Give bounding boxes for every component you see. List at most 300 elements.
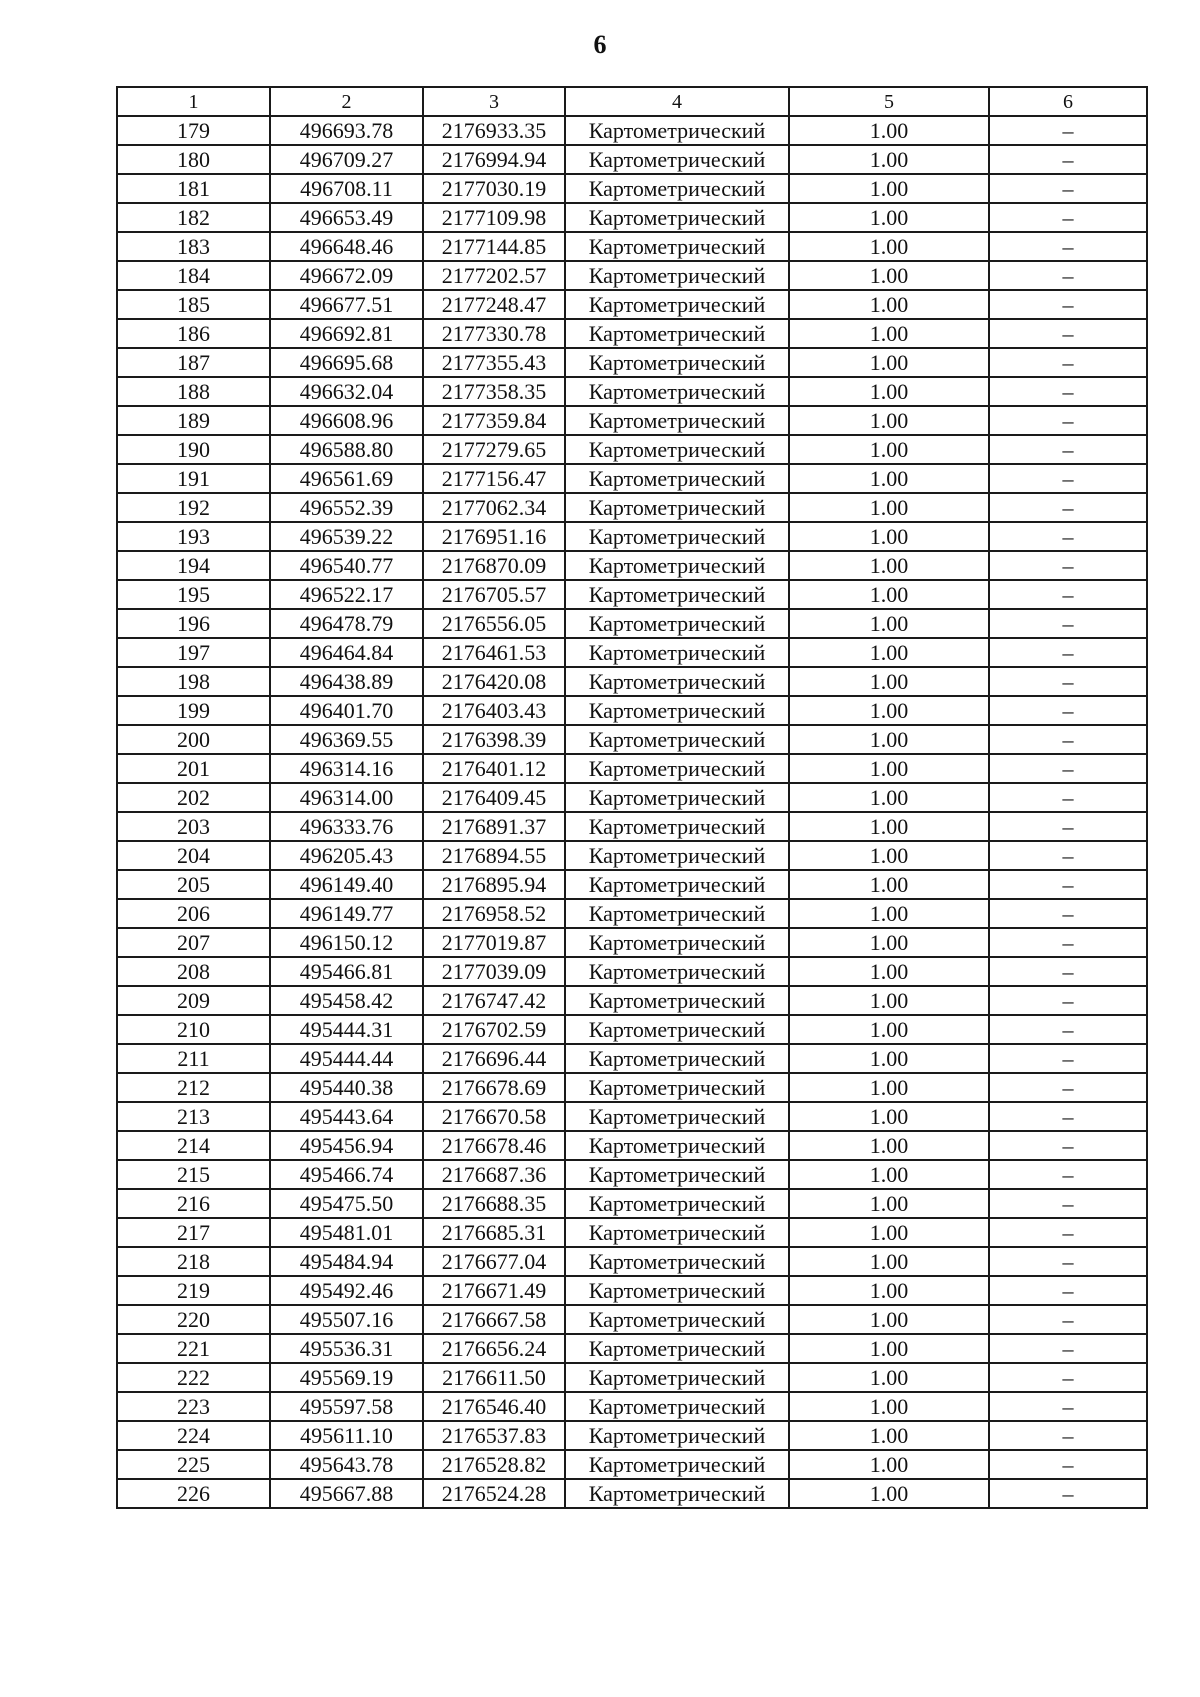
table-row bbox=[117, 696, 1147, 725]
accuracy-cell: 1.00 bbox=[789, 928, 989, 957]
y-coordinate-cell: 2177144.85 bbox=[423, 232, 565, 261]
table-row bbox=[117, 899, 1147, 928]
table-header-row bbox=[117, 87, 1147, 116]
accuracy-cell: 1.00 bbox=[789, 580, 989, 609]
y-coordinate-cell: 2177202.57 bbox=[423, 261, 565, 290]
y-coordinate-cell: 2176891.37 bbox=[423, 812, 565, 841]
table-row bbox=[117, 1131, 1147, 1160]
point-number-cell: 212 bbox=[117, 1073, 270, 1102]
y-coordinate-cell: 2177062.34 bbox=[423, 493, 565, 522]
column-header-4: 4 bbox=[565, 87, 789, 116]
column-header-2: 2 bbox=[270, 87, 423, 116]
accuracy-cell: 1.00 bbox=[789, 841, 989, 870]
table-row bbox=[117, 435, 1147, 464]
description-cell: – bbox=[989, 1044, 1147, 1073]
point-number-cell: 188 bbox=[117, 377, 270, 406]
y-coordinate-cell: 2176409.45 bbox=[423, 783, 565, 812]
accuracy-cell: 1.00 bbox=[789, 812, 989, 841]
method-cell: Картометрический bbox=[565, 1450, 789, 1479]
method-cell: Картометрический bbox=[565, 377, 789, 406]
method-cell: Картометрический bbox=[565, 1131, 789, 1160]
table-row bbox=[117, 783, 1147, 812]
accuracy-cell: 1.00 bbox=[789, 551, 989, 580]
method-cell: Картометрический bbox=[565, 1276, 789, 1305]
table-row bbox=[117, 464, 1147, 493]
x-coordinate-cell: 495611.10 bbox=[270, 1421, 423, 1450]
method-cell: Картометрический bbox=[565, 609, 789, 638]
method-cell: Картометрический bbox=[565, 1479, 789, 1508]
x-coordinate-cell: 495466.74 bbox=[270, 1160, 423, 1189]
point-number-cell: 195 bbox=[117, 580, 270, 609]
method-cell: Картометрический bbox=[565, 435, 789, 464]
method-cell: Картометрический bbox=[565, 667, 789, 696]
point-number-cell: 179 bbox=[117, 116, 270, 145]
point-number-cell: 217 bbox=[117, 1218, 270, 1247]
point-number-cell: 218 bbox=[117, 1247, 270, 1276]
y-coordinate-cell: 2177030.19 bbox=[423, 174, 565, 203]
point-number-cell: 192 bbox=[117, 493, 270, 522]
table-row bbox=[117, 377, 1147, 406]
method-cell: Картометрический bbox=[565, 551, 789, 580]
description-cell: – bbox=[989, 1247, 1147, 1276]
method-cell: Картометрический bbox=[565, 1160, 789, 1189]
point-number-cell: 193 bbox=[117, 522, 270, 551]
column-header-5: 5 bbox=[789, 87, 989, 116]
x-coordinate-cell: 496677.51 bbox=[270, 290, 423, 319]
x-coordinate-cell: 495456.94 bbox=[270, 1131, 423, 1160]
table-row bbox=[117, 406, 1147, 435]
y-coordinate-cell: 2176747.42 bbox=[423, 986, 565, 1015]
y-coordinate-cell: 2176667.58 bbox=[423, 1305, 565, 1334]
method-cell: Картометрический bbox=[565, 464, 789, 493]
y-coordinate-cell: 2176870.09 bbox=[423, 551, 565, 580]
accuracy-cell: 1.00 bbox=[789, 522, 989, 551]
method-cell: Картометрический bbox=[565, 1392, 789, 1421]
method-cell: Картометрический bbox=[565, 783, 789, 812]
point-number-cell: 184 bbox=[117, 261, 270, 290]
point-number-cell: 198 bbox=[117, 667, 270, 696]
x-coordinate-cell: 496149.77 bbox=[270, 899, 423, 928]
table-row bbox=[117, 841, 1147, 870]
table-row bbox=[117, 1392, 1147, 1421]
method-cell: Картометрический bbox=[565, 522, 789, 551]
method-cell: Картометрический bbox=[565, 841, 789, 870]
accuracy-cell: 1.00 bbox=[789, 783, 989, 812]
table-row bbox=[117, 1015, 1147, 1044]
point-number-cell: 220 bbox=[117, 1305, 270, 1334]
point-number-cell: 202 bbox=[117, 783, 270, 812]
column-header-6: 6 bbox=[989, 87, 1147, 116]
table-row bbox=[117, 1479, 1147, 1508]
accuracy-cell: 1.00 bbox=[789, 1479, 989, 1508]
description-cell: – bbox=[989, 580, 1147, 609]
y-coordinate-cell: 2176537.83 bbox=[423, 1421, 565, 1450]
accuracy-cell: 1.00 bbox=[789, 319, 989, 348]
x-coordinate-cell: 496588.80 bbox=[270, 435, 423, 464]
x-coordinate-cell: 495643.78 bbox=[270, 1450, 423, 1479]
description-cell: – bbox=[989, 1102, 1147, 1131]
method-cell: Картометрический bbox=[565, 580, 789, 609]
method-cell: Картометрический bbox=[565, 1421, 789, 1450]
accuracy-cell: 1.00 bbox=[789, 464, 989, 493]
y-coordinate-cell: 2176420.08 bbox=[423, 667, 565, 696]
accuracy-cell: 1.00 bbox=[789, 1131, 989, 1160]
description-cell: – bbox=[989, 1189, 1147, 1218]
accuracy-cell: 1.00 bbox=[789, 232, 989, 261]
point-number-cell: 215 bbox=[117, 1160, 270, 1189]
x-coordinate-cell: 495443.64 bbox=[270, 1102, 423, 1131]
method-cell: Картометрический bbox=[565, 261, 789, 290]
method-cell: Картометрический bbox=[565, 1363, 789, 1392]
method-cell: Картометрический bbox=[565, 1189, 789, 1218]
y-coordinate-cell: 2176670.58 bbox=[423, 1102, 565, 1131]
description-cell: – bbox=[989, 986, 1147, 1015]
description-cell: – bbox=[989, 232, 1147, 261]
description-cell: – bbox=[989, 319, 1147, 348]
accuracy-cell: 1.00 bbox=[789, 203, 989, 232]
x-coordinate-cell: 495475.50 bbox=[270, 1189, 423, 1218]
point-number-cell: 194 bbox=[117, 551, 270, 580]
description-cell: – bbox=[989, 609, 1147, 638]
table-row bbox=[117, 1305, 1147, 1334]
x-coordinate-cell: 496561.69 bbox=[270, 464, 423, 493]
y-coordinate-cell: 2176403.43 bbox=[423, 696, 565, 725]
method-cell: Картометрический bbox=[565, 174, 789, 203]
point-number-cell: 222 bbox=[117, 1363, 270, 1392]
coordinates-table bbox=[116, 86, 1148, 1509]
x-coordinate-cell: 496522.17 bbox=[270, 580, 423, 609]
y-coordinate-cell: 2177330.78 bbox=[423, 319, 565, 348]
description-cell: – bbox=[989, 435, 1147, 464]
description-cell: – bbox=[989, 348, 1147, 377]
table-row bbox=[117, 232, 1147, 261]
method-cell: Картометрический bbox=[565, 1247, 789, 1276]
y-coordinate-cell: 2176895.94 bbox=[423, 870, 565, 899]
method-cell: Картометрический bbox=[565, 290, 789, 319]
y-coordinate-cell: 2176671.49 bbox=[423, 1276, 565, 1305]
point-number-cell: 185 bbox=[117, 290, 270, 319]
y-coordinate-cell: 2176556.05 bbox=[423, 609, 565, 638]
accuracy-cell: 1.00 bbox=[789, 957, 989, 986]
description-cell: – bbox=[989, 928, 1147, 957]
accuracy-cell: 1.00 bbox=[789, 1189, 989, 1218]
page-number: 6 bbox=[593, 30, 607, 59]
table-row bbox=[117, 580, 1147, 609]
point-number-cell: 225 bbox=[117, 1450, 270, 1479]
point-number-cell: 191 bbox=[117, 464, 270, 493]
x-coordinate-cell: 496608.96 bbox=[270, 406, 423, 435]
table-row bbox=[117, 319, 1147, 348]
x-coordinate-cell: 496150.12 bbox=[270, 928, 423, 957]
table-row bbox=[117, 1102, 1147, 1131]
table-row bbox=[117, 174, 1147, 203]
table-row bbox=[117, 145, 1147, 174]
point-number-cell: 186 bbox=[117, 319, 270, 348]
table-row bbox=[117, 1189, 1147, 1218]
accuracy-cell: 1.00 bbox=[789, 1218, 989, 1247]
table-row bbox=[117, 1363, 1147, 1392]
table-row bbox=[117, 203, 1147, 232]
accuracy-cell: 1.00 bbox=[789, 1305, 989, 1334]
method-cell: Картометрический bbox=[565, 1218, 789, 1247]
method-cell: Картометрический bbox=[565, 1044, 789, 1073]
accuracy-cell: 1.00 bbox=[789, 986, 989, 1015]
description-cell: – bbox=[989, 145, 1147, 174]
accuracy-cell: 1.00 bbox=[789, 290, 989, 319]
accuracy-cell: 1.00 bbox=[789, 435, 989, 464]
description-cell: – bbox=[989, 957, 1147, 986]
table-row bbox=[117, 1334, 1147, 1363]
x-coordinate-cell: 496478.79 bbox=[270, 609, 423, 638]
table-row bbox=[117, 928, 1147, 957]
method-cell: Картометрический bbox=[565, 1334, 789, 1363]
description-cell: – bbox=[989, 1450, 1147, 1479]
description-cell: – bbox=[989, 261, 1147, 290]
point-number-cell: 181 bbox=[117, 174, 270, 203]
description-cell: – bbox=[989, 1363, 1147, 1392]
x-coordinate-cell: 496708.11 bbox=[270, 174, 423, 203]
point-number-cell: 204 bbox=[117, 841, 270, 870]
table-row bbox=[117, 1073, 1147, 1102]
method-cell: Картометрический bbox=[565, 928, 789, 957]
accuracy-cell: 1.00 bbox=[789, 754, 989, 783]
method-cell: Картометрический bbox=[565, 493, 789, 522]
x-coordinate-cell: 495458.42 bbox=[270, 986, 423, 1015]
y-coordinate-cell: 2176705.57 bbox=[423, 580, 565, 609]
x-coordinate-cell: 495569.19 bbox=[270, 1363, 423, 1392]
point-number-cell: 205 bbox=[117, 870, 270, 899]
point-number-cell: 199 bbox=[117, 696, 270, 725]
description-cell: – bbox=[989, 1160, 1147, 1189]
method-cell: Картометрический bbox=[565, 1015, 789, 1044]
description-cell: – bbox=[989, 551, 1147, 580]
method-cell: Картометрический bbox=[565, 319, 789, 348]
accuracy-cell: 1.00 bbox=[789, 1073, 989, 1102]
x-coordinate-cell: 495597.58 bbox=[270, 1392, 423, 1421]
table-row bbox=[117, 754, 1147, 783]
y-coordinate-cell: 2177109.98 bbox=[423, 203, 565, 232]
point-number-cell: 200 bbox=[117, 725, 270, 754]
x-coordinate-cell: 496314.16 bbox=[270, 754, 423, 783]
point-number-cell: 224 bbox=[117, 1421, 270, 1450]
x-coordinate-cell: 495481.01 bbox=[270, 1218, 423, 1247]
accuracy-cell: 1.00 bbox=[789, 406, 989, 435]
y-coordinate-cell: 2176461.53 bbox=[423, 638, 565, 667]
table-row bbox=[117, 116, 1147, 145]
table-row bbox=[117, 957, 1147, 986]
y-coordinate-cell: 2176688.35 bbox=[423, 1189, 565, 1218]
description-cell: – bbox=[989, 638, 1147, 667]
point-number-cell: 213 bbox=[117, 1102, 270, 1131]
table-row bbox=[117, 551, 1147, 580]
description-cell: – bbox=[989, 899, 1147, 928]
y-coordinate-cell: 2176685.31 bbox=[423, 1218, 565, 1247]
y-coordinate-cell: 2176687.36 bbox=[423, 1160, 565, 1189]
table-row bbox=[117, 1450, 1147, 1479]
y-coordinate-cell: 2176678.69 bbox=[423, 1073, 565, 1102]
description-cell: – bbox=[989, 1421, 1147, 1450]
x-coordinate-cell: 496695.68 bbox=[270, 348, 423, 377]
description-cell: – bbox=[989, 1015, 1147, 1044]
point-number-cell: 207 bbox=[117, 928, 270, 957]
y-coordinate-cell: 2177019.87 bbox=[423, 928, 565, 957]
point-number-cell: 189 bbox=[117, 406, 270, 435]
column-header-1: 1 bbox=[117, 87, 270, 116]
description-cell: – bbox=[989, 696, 1147, 725]
accuracy-cell: 1.00 bbox=[789, 1276, 989, 1305]
description-cell: – bbox=[989, 290, 1147, 319]
x-coordinate-cell: 496438.89 bbox=[270, 667, 423, 696]
table-row bbox=[117, 348, 1147, 377]
table-row bbox=[117, 870, 1147, 899]
accuracy-cell: 1.00 bbox=[789, 870, 989, 899]
x-coordinate-cell: 496314.00 bbox=[270, 783, 423, 812]
accuracy-cell: 1.00 bbox=[789, 493, 989, 522]
description-cell: – bbox=[989, 1276, 1147, 1305]
point-number-cell: 214 bbox=[117, 1131, 270, 1160]
table-row bbox=[117, 1276, 1147, 1305]
table-row bbox=[117, 1218, 1147, 1247]
accuracy-cell: 1.00 bbox=[789, 1334, 989, 1363]
accuracy-cell: 1.00 bbox=[789, 174, 989, 203]
point-number-cell: 216 bbox=[117, 1189, 270, 1218]
x-coordinate-cell: 495440.38 bbox=[270, 1073, 423, 1102]
point-number-cell: 223 bbox=[117, 1392, 270, 1421]
accuracy-cell: 1.00 bbox=[789, 377, 989, 406]
description-cell: – bbox=[989, 1073, 1147, 1102]
point-number-cell: 208 bbox=[117, 957, 270, 986]
description-cell: – bbox=[989, 522, 1147, 551]
x-coordinate-cell: 496540.77 bbox=[270, 551, 423, 580]
description-cell: – bbox=[989, 1334, 1147, 1363]
y-coordinate-cell: 2177359.84 bbox=[423, 406, 565, 435]
table-row bbox=[117, 667, 1147, 696]
accuracy-cell: 1.00 bbox=[789, 1392, 989, 1421]
accuracy-cell: 1.00 bbox=[789, 1160, 989, 1189]
y-coordinate-cell: 2176702.59 bbox=[423, 1015, 565, 1044]
table-row bbox=[117, 1044, 1147, 1073]
description-cell: – bbox=[989, 1131, 1147, 1160]
method-cell: Картометрический bbox=[565, 986, 789, 1015]
y-coordinate-cell: 2176677.04 bbox=[423, 1247, 565, 1276]
accuracy-cell: 1.00 bbox=[789, 899, 989, 928]
table-row bbox=[117, 812, 1147, 841]
accuracy-cell: 1.00 bbox=[789, 696, 989, 725]
y-coordinate-cell: 2177358.35 bbox=[423, 377, 565, 406]
description-cell: – bbox=[989, 870, 1147, 899]
x-coordinate-cell: 495444.44 bbox=[270, 1044, 423, 1073]
accuracy-cell: 1.00 bbox=[789, 1247, 989, 1276]
table-row bbox=[117, 1247, 1147, 1276]
method-cell: Картометрический bbox=[565, 1073, 789, 1102]
point-number-cell: 201 bbox=[117, 754, 270, 783]
x-coordinate-cell: 496709.27 bbox=[270, 145, 423, 174]
x-coordinate-cell: 495484.94 bbox=[270, 1247, 423, 1276]
x-coordinate-cell: 495466.81 bbox=[270, 957, 423, 986]
description-cell: – bbox=[989, 174, 1147, 203]
y-coordinate-cell: 2176958.52 bbox=[423, 899, 565, 928]
y-coordinate-cell: 2176933.35 bbox=[423, 116, 565, 145]
point-number-cell: 206 bbox=[117, 899, 270, 928]
description-cell: – bbox=[989, 406, 1147, 435]
method-cell: Картометрический bbox=[565, 348, 789, 377]
x-coordinate-cell: 495667.88 bbox=[270, 1479, 423, 1508]
x-coordinate-cell: 496205.43 bbox=[270, 841, 423, 870]
method-cell: Картометрический bbox=[565, 957, 789, 986]
x-coordinate-cell: 496401.70 bbox=[270, 696, 423, 725]
point-number-cell: 226 bbox=[117, 1479, 270, 1508]
point-number-cell: 196 bbox=[117, 609, 270, 638]
point-number-cell: 180 bbox=[117, 145, 270, 174]
x-coordinate-cell: 496149.40 bbox=[270, 870, 423, 899]
accuracy-cell: 1.00 bbox=[789, 1363, 989, 1392]
column-header-3: 3 bbox=[423, 87, 565, 116]
accuracy-cell: 1.00 bbox=[789, 1450, 989, 1479]
x-coordinate-cell: 496672.09 bbox=[270, 261, 423, 290]
x-coordinate-cell: 496333.76 bbox=[270, 812, 423, 841]
description-cell: – bbox=[989, 464, 1147, 493]
table-row bbox=[117, 522, 1147, 551]
y-coordinate-cell: 2177248.47 bbox=[423, 290, 565, 319]
table-row bbox=[117, 725, 1147, 754]
table-row bbox=[117, 493, 1147, 522]
table-row bbox=[117, 1421, 1147, 1450]
x-coordinate-cell: 496552.39 bbox=[270, 493, 423, 522]
method-cell: Картометрический bbox=[565, 725, 789, 754]
x-coordinate-cell: 495507.16 bbox=[270, 1305, 423, 1334]
y-coordinate-cell: 2176951.16 bbox=[423, 522, 565, 551]
accuracy-cell: 1.00 bbox=[789, 145, 989, 174]
y-coordinate-cell: 2177156.47 bbox=[423, 464, 565, 493]
method-cell: Картометрический bbox=[565, 812, 789, 841]
x-coordinate-cell: 496653.49 bbox=[270, 203, 423, 232]
table-row bbox=[117, 986, 1147, 1015]
y-coordinate-cell: 2176678.46 bbox=[423, 1131, 565, 1160]
y-coordinate-cell: 2176524.28 bbox=[423, 1479, 565, 1508]
y-coordinate-cell: 2176398.39 bbox=[423, 725, 565, 754]
method-cell: Картометрический bbox=[565, 406, 789, 435]
table-body bbox=[117, 116, 1147, 1508]
accuracy-cell: 1.00 bbox=[789, 667, 989, 696]
point-number-cell: 182 bbox=[117, 203, 270, 232]
table-row bbox=[117, 261, 1147, 290]
y-coordinate-cell: 2176528.82 bbox=[423, 1450, 565, 1479]
x-coordinate-cell: 496693.78 bbox=[270, 116, 423, 145]
method-cell: Картометрический bbox=[565, 638, 789, 667]
accuracy-cell: 1.00 bbox=[789, 261, 989, 290]
method-cell: Картометрический bbox=[565, 232, 789, 261]
description-cell: – bbox=[989, 754, 1147, 783]
accuracy-cell: 1.00 bbox=[789, 1015, 989, 1044]
table-row bbox=[117, 638, 1147, 667]
accuracy-cell: 1.00 bbox=[789, 348, 989, 377]
accuracy-cell: 1.00 bbox=[789, 1102, 989, 1131]
accuracy-cell: 1.00 bbox=[789, 609, 989, 638]
y-coordinate-cell: 2177039.09 bbox=[423, 957, 565, 986]
x-coordinate-cell: 495444.31 bbox=[270, 1015, 423, 1044]
x-coordinate-cell: 496648.46 bbox=[270, 232, 423, 261]
point-number-cell: 210 bbox=[117, 1015, 270, 1044]
y-coordinate-cell: 2176401.12 bbox=[423, 754, 565, 783]
description-cell: – bbox=[989, 203, 1147, 232]
x-coordinate-cell: 496464.84 bbox=[270, 638, 423, 667]
x-coordinate-cell: 496369.55 bbox=[270, 725, 423, 754]
description-cell: – bbox=[989, 493, 1147, 522]
point-number-cell: 187 bbox=[117, 348, 270, 377]
x-coordinate-cell: 495536.31 bbox=[270, 1334, 423, 1363]
y-coordinate-cell: 2176696.44 bbox=[423, 1044, 565, 1073]
y-coordinate-cell: 2177279.65 bbox=[423, 435, 565, 464]
